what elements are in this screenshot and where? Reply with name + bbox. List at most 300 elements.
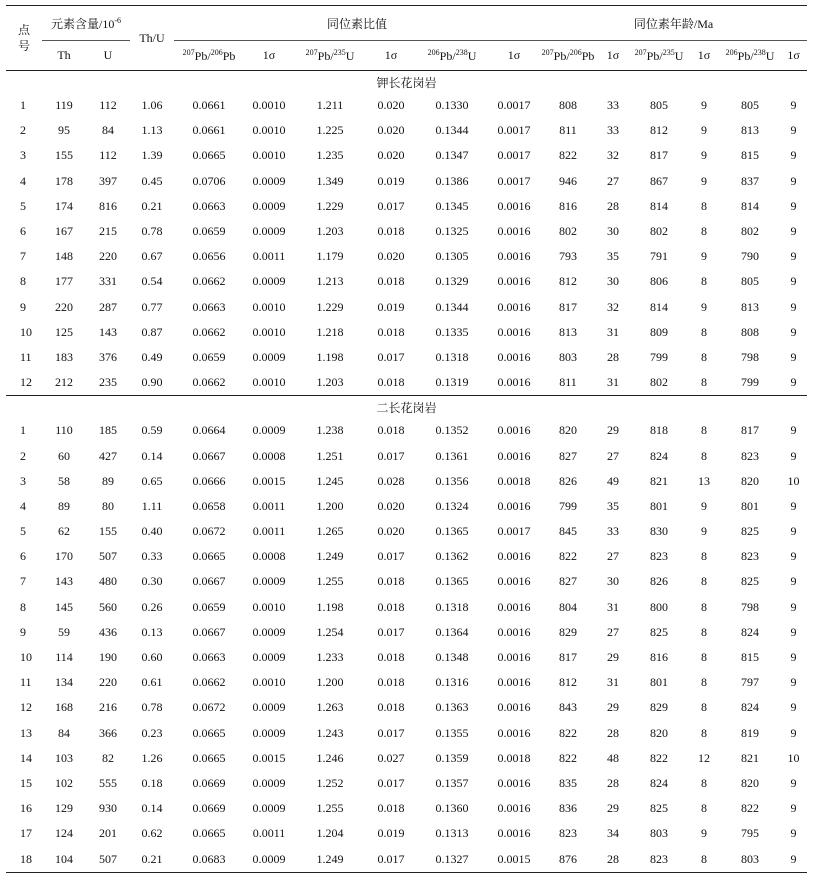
u-cell: 397 bbox=[99, 173, 117, 188]
table-row bbox=[6, 269, 807, 294]
ratio-pb207-u235-sigma-cell: 0.017 bbox=[377, 448, 405, 463]
ratio-pb207-u235-cell: 1.246 bbox=[316, 750, 344, 765]
ratio-pb206-u238-cell: 0.1319 bbox=[435, 375, 469, 390]
point-cell: 5 bbox=[20, 524, 26, 539]
u-cell: 560 bbox=[99, 599, 117, 614]
thu-cell: 0.61 bbox=[141, 675, 163, 690]
th-cell: 124 bbox=[55, 826, 73, 841]
point-cell: 6 bbox=[20, 549, 26, 564]
ratio-pb206-u238-cell: 0.1318 bbox=[435, 349, 469, 364]
u-cell: 287 bbox=[99, 299, 117, 314]
age-pb206-u238-sigma-cell: 10 bbox=[787, 750, 800, 765]
table-header bbox=[6, 6, 807, 71]
age-pb206-u238-cell: 798 bbox=[741, 349, 760, 364]
th-cell: 62 bbox=[58, 524, 70, 539]
age-pb207-pb206-sigma-cell: 30 bbox=[607, 224, 620, 239]
ratio-pb207-pb206-cell: 0.0658 bbox=[192, 498, 226, 513]
ratio-pb207-pb206-sigma-cell: 0.0015 bbox=[252, 750, 286, 765]
ratio-pb207-u235-cell: 1.252 bbox=[316, 775, 344, 790]
thu-cell: 0.78 bbox=[141, 224, 163, 239]
age-pb207-u235-cell: 823 bbox=[650, 549, 669, 564]
point-cell: 11 bbox=[20, 349, 32, 364]
age-pb207-pb206-cell: 822 bbox=[559, 725, 578, 740]
th-cell: 58 bbox=[58, 473, 70, 488]
u-cell: 155 bbox=[99, 524, 117, 539]
ratio-pb207-u235-sigma-cell: 0.017 bbox=[377, 198, 405, 213]
age-pb207-pb206-cell: 845 bbox=[559, 524, 578, 539]
age-pb207-pb206-sigma-cell: 33 bbox=[607, 123, 620, 138]
age-pb207-u235-header: $^{207}$Pb/$^{235}$U bbox=[630, 41, 688, 71]
th-cell: 102 bbox=[55, 775, 73, 790]
age-pb207-u235-sigma-cell: 8 bbox=[701, 700, 708, 715]
thu-cell: 0.23 bbox=[141, 725, 163, 740]
ratio-pb206-u238-cell: 0.1318 bbox=[435, 599, 469, 614]
age-pb207-u235-cell: 829 bbox=[650, 700, 669, 715]
ratio-pb207-u235-cell: 1.255 bbox=[316, 801, 344, 816]
ratio-pb207-u235-cell: 1.198 bbox=[316, 349, 344, 364]
age-pb206-u238-sigma-cell: 9 bbox=[790, 675, 797, 690]
age-pb206-u238-sigma-cell: 9 bbox=[780, 846, 807, 872]
ratio-pb207-u235-cell: 1.200 bbox=[316, 675, 344, 690]
ratio-pb207-u235-sigma-cell: 0.018 bbox=[377, 274, 405, 289]
age-pb206-u238-cell: 823 bbox=[741, 448, 760, 463]
point-cell: 3 bbox=[20, 473, 26, 488]
thu-cell: 0.14 bbox=[141, 801, 163, 816]
u-cell: 507 bbox=[99, 549, 117, 564]
age-pb206-u238-header: $^{206}$Pb/$^{238}$U bbox=[720, 41, 780, 71]
age-pb207-u235-cell: 830 bbox=[650, 524, 669, 539]
age-pb207-u235-cell: 800 bbox=[650, 599, 669, 614]
table-row bbox=[6, 645, 807, 670]
ratio-pb207-pb206-sigma-cell: 0.0009 bbox=[252, 274, 286, 289]
thu-cell: 0.49 bbox=[141, 349, 163, 364]
u-cell: 84 bbox=[102, 123, 114, 138]
th-cell: 177 bbox=[55, 274, 73, 289]
age-pb207-pb206-sigma-cell: 30 bbox=[607, 274, 620, 289]
age-pb207-pb206-sigma-cell: 27 bbox=[607, 173, 620, 188]
age-pb207-u235-sigma-cell: 9 bbox=[701, 173, 708, 188]
th-cell: 95 bbox=[58, 123, 70, 138]
ratio-pb207-u235-sigma-cell: 0.028 bbox=[377, 473, 405, 488]
age-pb206-u238-cell: 825 bbox=[741, 574, 760, 589]
age-pb207-u235-sigma-cell: 9 bbox=[701, 148, 708, 163]
age-pb206-u238-cell: 814 bbox=[741, 198, 760, 213]
ratio-sigma-header: 1σ bbox=[488, 41, 540, 71]
age-pb206-u238-cell: 805 bbox=[741, 274, 760, 289]
ratio-pb207-pb206-sigma-cell: 0.0010 bbox=[252, 123, 286, 138]
u-cell: 112 bbox=[99, 98, 117, 113]
age-pb207-pb206-cell: 804 bbox=[559, 599, 578, 614]
ratio-pb206-u238-sigma-cell: 0.0016 bbox=[497, 775, 531, 790]
thu-cell: 0.62 bbox=[141, 826, 163, 841]
age-pb207-pb206-sigma-cell: 28 bbox=[596, 846, 630, 872]
point-cell: 11 bbox=[20, 675, 32, 690]
th-cell: 143 bbox=[55, 574, 73, 589]
zircon-u-pb-data-table bbox=[6, 5, 807, 873]
ratio-pb207-u235-cell: 1.251 bbox=[316, 448, 344, 463]
ratio-pb207-u235-cell: 1.265 bbox=[316, 524, 344, 539]
table-row bbox=[6, 320, 807, 345]
u-cell: 143 bbox=[99, 324, 117, 339]
age-pb207-pb206-sigma-cell: 28 bbox=[607, 198, 620, 213]
ratio-pb207-u235-sigma-cell: 0.018 bbox=[377, 801, 405, 816]
ratio-pb207-u235-cell: 1.198 bbox=[316, 599, 344, 614]
point-cell: 16 bbox=[20, 801, 32, 816]
u-cell: 112 bbox=[99, 148, 117, 163]
ratio-pb207-pb206-cell: 0.0662 bbox=[192, 375, 226, 390]
point-cell: 13 bbox=[20, 725, 32, 740]
ratio-pb206-u238-cell: 0.1365 bbox=[435, 574, 469, 589]
ratio-pb207-pb206-cell: 0.0665 bbox=[192, 826, 226, 841]
ratio-pb206-u238-cell: 0.1324 bbox=[435, 498, 469, 513]
th-cell: 125 bbox=[55, 324, 73, 339]
age-pb206-u238-sigma-cell: 9 bbox=[790, 775, 797, 790]
ratio-pb207-pb206-cell: 0.0656 bbox=[192, 249, 226, 264]
age-pb207-u235-cell: 822 bbox=[650, 750, 669, 765]
ratio-pb206-u238-sigma-cell: 0.0016 bbox=[497, 624, 531, 639]
u-cell: 331 bbox=[99, 274, 117, 289]
age-pb207-u235-sigma-cell: 12 bbox=[698, 750, 711, 765]
ratio-pb206-u238-sigma-cell: 0.0017 bbox=[497, 148, 531, 163]
ratio-pb207-pb206-sigma-cell: 0.0009 bbox=[252, 725, 286, 740]
ratio-pb207-pb206-cell: 0.0667 bbox=[192, 624, 226, 639]
age-pb207-u235-sigma-cell: 9 bbox=[701, 123, 708, 138]
table-row bbox=[6, 443, 807, 468]
ratio-pb207-u235-cell: 1.243 bbox=[316, 725, 344, 740]
age-pb206-u238-sigma-cell: 9 bbox=[790, 801, 797, 816]
ratio-pb206-u238-cell: 0.1355 bbox=[435, 725, 469, 740]
th-cell: 167 bbox=[55, 224, 73, 239]
age-pb207-u235-sigma-cell: 8 bbox=[701, 675, 708, 690]
ratio-pb207-u235-sigma-cell: 0.017 bbox=[377, 624, 405, 639]
age-pb207-u235-cell: 867 bbox=[650, 173, 669, 188]
age-pb207-pb206-sigma-cell: 29 bbox=[607, 423, 620, 438]
ratio-pb206-u238-sigma-cell: 0.0016 bbox=[497, 700, 531, 715]
table-row bbox=[6, 595, 807, 620]
age-pb207-pb206-header: $^{207}$Pb/$^{206}$Pb bbox=[540, 41, 596, 71]
ratio-pb206-u238-sigma-cell: 0.0016 bbox=[497, 725, 531, 740]
age-pb206-u238-cell: 795 bbox=[741, 826, 760, 841]
ratio-pb207-pb206-cell: 0.0662 bbox=[192, 324, 226, 339]
u-cell: 201 bbox=[99, 826, 117, 841]
age-pb207-pb206-cell: 799 bbox=[559, 498, 578, 513]
table-row bbox=[6, 821, 807, 846]
age-pb207-u235-cell: 825 bbox=[650, 624, 669, 639]
age-pb207-u235-cell: 825 bbox=[650, 801, 669, 816]
th-cell: 170 bbox=[55, 549, 73, 564]
age-pb206-u238-cell: 821 bbox=[741, 750, 760, 765]
ratio-pb207-pb206-cell: 0.0659 bbox=[192, 349, 226, 364]
age-pb207-u235-cell: 799 bbox=[650, 349, 669, 364]
age-pb207-pb206-sigma-cell: 30 bbox=[607, 574, 620, 589]
age-pb207-u235-sigma-cell: 13 bbox=[698, 473, 711, 488]
ratio-pb206-u238-cell: 0.1327 bbox=[416, 846, 488, 872]
age-pb207-u235-cell: 802 bbox=[650, 224, 669, 239]
age-pb206-u238-sigma-cell: 9 bbox=[790, 624, 797, 639]
age-sigma-header: 1σ bbox=[688, 41, 720, 71]
age-pb207-pb206-cell: 811 bbox=[559, 123, 577, 138]
ratio-pb207-u235-sigma-cell: 0.020 bbox=[377, 498, 405, 513]
point-cell: 12 bbox=[20, 375, 32, 390]
age-pb207-pb206-sigma-cell: 27 bbox=[607, 549, 620, 564]
ratio-pb207-pb206-sigma-cell: 0.0009 bbox=[252, 700, 286, 715]
age-pb207-pb206-sigma-cell: 31 bbox=[607, 599, 620, 614]
point-cell: 7 bbox=[20, 574, 26, 589]
ratio-pb207-pb206-sigma-cell: 0.0011 bbox=[252, 249, 286, 264]
point-cell: 18 bbox=[6, 846, 42, 872]
age-pb207-pb206-cell: 817 bbox=[559, 650, 578, 665]
u-cell: 185 bbox=[99, 423, 117, 438]
age-pb207-pb206-cell: 946 bbox=[559, 173, 578, 188]
point-cell: 10 bbox=[20, 324, 32, 339]
ratio-pb207-u235-cell: 1.245 bbox=[316, 473, 344, 488]
age-pb207-pb206-sigma-cell: 31 bbox=[607, 324, 620, 339]
ratio-pb207-u235-cell: 1.249 bbox=[294, 846, 366, 872]
age-pb207-pb206-sigma-cell: 35 bbox=[607, 498, 620, 513]
ratio-pb206-u238-cell: 0.1344 bbox=[435, 123, 469, 138]
thu-cell: 0.30 bbox=[141, 574, 163, 589]
ratio-pb206-u238-cell: 0.1386 bbox=[435, 173, 469, 188]
table-row bbox=[6, 118, 807, 143]
ratio-pb207-pb206-cell: 0.0661 bbox=[192, 123, 226, 138]
ratio-pb206-u238-cell: 0.1365 bbox=[435, 524, 469, 539]
ratio-pb207-pb206-cell: 0.0667 bbox=[192, 574, 226, 589]
ratio-pb207-pb206-sigma-cell: 0.0011 bbox=[252, 498, 286, 513]
table-row bbox=[6, 746, 807, 771]
ratio-pb206-u238-sigma-cell: 0.0016 bbox=[497, 801, 531, 816]
age-pb207-pb206-cell: 803 bbox=[559, 349, 578, 364]
age-pb207-u235-cell: 806 bbox=[650, 274, 669, 289]
u-cell: 220 bbox=[99, 249, 117, 264]
ratio-pb206-u238-sigma-cell: 0.0016 bbox=[497, 599, 531, 614]
age-pb207-u235-sigma-cell: 9 bbox=[701, 498, 708, 513]
age-pb207-pb206-sigma-cell: 29 bbox=[607, 801, 620, 816]
age-pb207-u235-sigma-cell: 8 bbox=[701, 324, 708, 339]
ratio-pb207-pb206-cell: 0.0665 bbox=[192, 148, 226, 163]
ratio-pb207-u235-cell: 1.213 bbox=[316, 274, 344, 289]
ratio-pb207-pb206-sigma-cell: 0.0009 bbox=[252, 173, 286, 188]
ratio-pb206-u238-sigma-cell: 0.0016 bbox=[497, 224, 531, 239]
age-pb206-u238-sigma-cell: 9 bbox=[790, 299, 797, 314]
age-pb207-u235-cell: 814 bbox=[650, 299, 669, 314]
age-pb207-pb206-cell: 813 bbox=[559, 324, 578, 339]
thu-cell: 0.78 bbox=[141, 700, 163, 715]
ratio-pb206-u238-cell: 0.1347 bbox=[435, 148, 469, 163]
age-pb206-u238-cell: 803 bbox=[720, 846, 780, 872]
ratio-pb207-pb206-cell: 0.0664 bbox=[192, 423, 226, 438]
u-cell: 82 bbox=[102, 750, 114, 765]
ratio-pb206-u238-cell: 0.1329 bbox=[435, 274, 469, 289]
age-pb206-u238-sigma-cell: 9 bbox=[790, 448, 797, 463]
ratio-pb207-pb206-sigma-cell: 0.0009 bbox=[252, 423, 286, 438]
point-cell: 1 bbox=[20, 98, 26, 113]
section-title: 钾长花岗岩 bbox=[376, 75, 437, 90]
thu-cell: 0.45 bbox=[141, 173, 163, 188]
age-pb207-pb206-cell: 817 bbox=[559, 299, 578, 314]
ratio-pb207-u235-sigma-cell: 0.020 bbox=[377, 148, 405, 163]
age-pb206-u238-cell: 819 bbox=[741, 725, 760, 740]
point-cell: 6 bbox=[20, 224, 26, 239]
ratio-pb207-u235-sigma-cell: 0.017 bbox=[377, 775, 405, 790]
table-row bbox=[6, 345, 807, 370]
age-pb207-pb206-sigma-cell: 27 bbox=[607, 624, 620, 639]
ratio-pb207-u235-cell: 1.211 bbox=[316, 98, 344, 113]
ratio-pb207-pb206-sigma-cell: 0.0010 bbox=[252, 599, 286, 614]
thu-cell: 0.18 bbox=[141, 775, 163, 790]
age-pb206-u238-sigma-cell: 9 bbox=[790, 498, 797, 513]
table-row bbox=[6, 620, 807, 645]
age-pb206-u238-cell: 824 bbox=[741, 624, 760, 639]
age-pb207-u235-sigma-cell: 8 bbox=[701, 775, 708, 790]
ratio-pb206-u238-cell: 0.1363 bbox=[435, 700, 469, 715]
age-pb206-u238-sigma-cell: 9 bbox=[790, 423, 797, 438]
age-pb206-u238-cell: 801 bbox=[741, 498, 760, 513]
ratio-sigma-header: 1σ bbox=[366, 41, 416, 71]
ratio-pb207-pb206-cell: 0.0672 bbox=[192, 524, 226, 539]
age-pb207-u235-sigma-cell: 8 bbox=[701, 423, 708, 438]
age-pb207-u235-sigma-cell: 8 bbox=[701, 574, 708, 589]
table-row bbox=[6, 846, 807, 872]
table-row bbox=[6, 494, 807, 519]
ratio-pb206-u238-sigma-cell: 0.0016 bbox=[497, 299, 531, 314]
ratio-pb206-u238-sigma-cell: 0.0016 bbox=[497, 675, 531, 690]
th-cell: 89 bbox=[58, 498, 70, 513]
ratio-pb207-u235-cell: 1.255 bbox=[316, 574, 344, 589]
ratio-pb206-u238-sigma-cell: 0.0016 bbox=[497, 826, 531, 841]
ratio-pb207-u235-sigma-cell: 0.019 bbox=[377, 299, 405, 314]
ratio-pb206-u238-cell: 0.1359 bbox=[435, 750, 469, 765]
ratio-pb207-pb206-sigma-cell: 0.0009 bbox=[252, 349, 286, 364]
age-pb206-u238-cell: 799 bbox=[741, 375, 760, 390]
th-cell: 114 bbox=[55, 650, 73, 665]
point-header: 点 号 bbox=[6, 6, 42, 71]
ratio-pb206-u238-sigma-cell: 0.0016 bbox=[497, 198, 531, 213]
table-row bbox=[6, 169, 807, 194]
ratio-pb207-pb206-sigma-cell: 0.0009 bbox=[252, 650, 286, 665]
ratio-pb207-pb206-sigma-cell: 0.0010 bbox=[252, 98, 286, 113]
ratio-pb207-pb206-sigma-cell: 0.0009 bbox=[252, 224, 286, 239]
thu-cell: 0.40 bbox=[141, 524, 163, 539]
age-pb206-u238-cell: 823 bbox=[741, 549, 760, 564]
ratio-pb206-u238-sigma-cell: 0.0016 bbox=[497, 549, 531, 564]
point-cell: 17 bbox=[20, 826, 32, 841]
section-title: 二长花岗岩 bbox=[376, 400, 437, 415]
ratio-pb207-pb206-cell: 0.0665 bbox=[192, 549, 226, 564]
table-row bbox=[6, 143, 807, 168]
table-row bbox=[6, 244, 807, 269]
age-pb207-u235-cell: 818 bbox=[650, 423, 669, 438]
u-cell: 507 bbox=[86, 846, 130, 872]
age-pb206-u238-cell: 797 bbox=[741, 675, 760, 690]
u-cell: 89 bbox=[102, 473, 114, 488]
u-cell: 376 bbox=[99, 349, 117, 364]
age-pb207-u235-sigma-cell: 9 bbox=[701, 826, 708, 841]
point-cell: 3 bbox=[20, 148, 26, 163]
table-row bbox=[6, 93, 807, 118]
age-pb207-u235-sigma-cell: 8 bbox=[701, 624, 708, 639]
th-cell: 60 bbox=[58, 448, 70, 463]
thu-cell: 0.33 bbox=[141, 549, 163, 564]
section-k-feldspar-granite bbox=[6, 71, 807, 396]
ratio-pb207-u235-sigma-cell: 0.017 bbox=[377, 349, 405, 364]
age-pb207-u235-cell: 824 bbox=[650, 448, 669, 463]
age-sigma-header: 1σ bbox=[596, 41, 630, 71]
ratio-pb207-pb206-sigma-cell: 0.0008 bbox=[252, 448, 286, 463]
age-pb207-u235-cell: 824 bbox=[650, 775, 669, 790]
ratio-pb207-u235-cell: 1.203 bbox=[316, 224, 344, 239]
thu-cell: 1.13 bbox=[141, 123, 163, 138]
thu-cell: 0.67 bbox=[141, 249, 163, 264]
u-cell: 816 bbox=[99, 198, 117, 213]
ratio-pb207-pb206-sigma-cell: 0.0009 bbox=[252, 198, 286, 213]
ratio-pb207-pb206-sigma-cell: 0.0015 bbox=[252, 473, 286, 488]
ratio-pb206-u238-sigma-cell: 0.0016 bbox=[497, 650, 531, 665]
u-cell: 436 bbox=[99, 624, 117, 639]
ratio-pb207-pb206-cell: 0.0672 bbox=[192, 700, 226, 715]
th-cell: 103 bbox=[55, 750, 73, 765]
thu-cell: 0.13 bbox=[141, 624, 163, 639]
age-pb206-u238-cell: 790 bbox=[741, 249, 760, 264]
age-pb207-u235-sigma-cell: 8 bbox=[701, 801, 708, 816]
age-pb207-u235-sigma-cell: 8 bbox=[701, 375, 708, 390]
table-row bbox=[6, 295, 807, 320]
ratio-pb207-u235-cell: 1.349 bbox=[316, 173, 344, 188]
point-cell: 4 bbox=[20, 173, 26, 188]
age-pb206-u238-cell: 837 bbox=[741, 173, 760, 188]
ratio-pb206-u238-cell: 0.1335 bbox=[435, 324, 469, 339]
ratio-pb207-u235-cell: 1.263 bbox=[316, 700, 344, 715]
ratio-pb207-pb206-sigma-cell: 0.0009 bbox=[252, 624, 286, 639]
thu-cell: 0.21 bbox=[130, 846, 174, 872]
age-pb207-u235-sigma-cell: 8 bbox=[701, 599, 708, 614]
table-row bbox=[6, 544, 807, 569]
age-pb207-pb206-sigma-cell: 29 bbox=[607, 700, 620, 715]
table-row bbox=[6, 721, 807, 746]
age-pb207-u235-cell: 823 bbox=[630, 846, 688, 872]
thu-cell: 1.39 bbox=[141, 148, 163, 163]
age-pb207-pb206-cell: 827 bbox=[559, 448, 578, 463]
ratio-pb207-u235-sigma-cell: 0.020 bbox=[377, 249, 405, 264]
age-pb207-u235-sigma-cell: 8 bbox=[701, 349, 708, 364]
u-cell: 930 bbox=[99, 801, 117, 816]
ratio-pb207-u235-sigma-cell: 0.018 bbox=[377, 224, 405, 239]
age-pb207-pb206-sigma-cell: 35 bbox=[607, 249, 620, 264]
age-pb207-pb206-cell: 876 bbox=[540, 846, 596, 872]
age-pb207-pb206-cell: 812 bbox=[559, 274, 578, 289]
age-pb206-u238-cell: 817 bbox=[741, 423, 760, 438]
ratio-pb207-pb206-sigma-cell: 0.0010 bbox=[252, 324, 286, 339]
ratio-pb207-pb206-sigma-cell: 0.0009 bbox=[252, 775, 286, 790]
ratio-pb207-pb206-cell: 0.0663 bbox=[192, 198, 226, 213]
age-pb207-u235-cell: 820 bbox=[650, 725, 669, 740]
ratio-pb207-u235-cell: 1.225 bbox=[316, 123, 344, 138]
point-cell: 9 bbox=[20, 299, 26, 314]
u-cell: 215 bbox=[99, 224, 117, 239]
age-pb206-u238-cell: 815 bbox=[741, 650, 760, 665]
ratio-pb207-pb206-cell: 0.0667 bbox=[192, 448, 226, 463]
ratio-pb206-u238-cell: 0.1362 bbox=[435, 549, 469, 564]
thu-cell: 0.26 bbox=[141, 599, 163, 614]
u-header: U bbox=[86, 41, 130, 71]
th-cell: 168 bbox=[55, 700, 73, 715]
ratio-pb207-pb206-cell: 0.0669 bbox=[192, 775, 226, 790]
ratio-pb207-u235-cell: 1.218 bbox=[316, 324, 344, 339]
age-pb207-u235-cell: 816 bbox=[650, 650, 669, 665]
age-pb207-pb206-sigma-cell: 48 bbox=[607, 750, 620, 765]
age-pb207-u235-sigma-cell: 9 bbox=[701, 524, 708, 539]
age-pb206-u238-cell: 825 bbox=[741, 524, 760, 539]
ratio-pb206-u238-sigma-cell: 0.0018 bbox=[497, 750, 531, 765]
